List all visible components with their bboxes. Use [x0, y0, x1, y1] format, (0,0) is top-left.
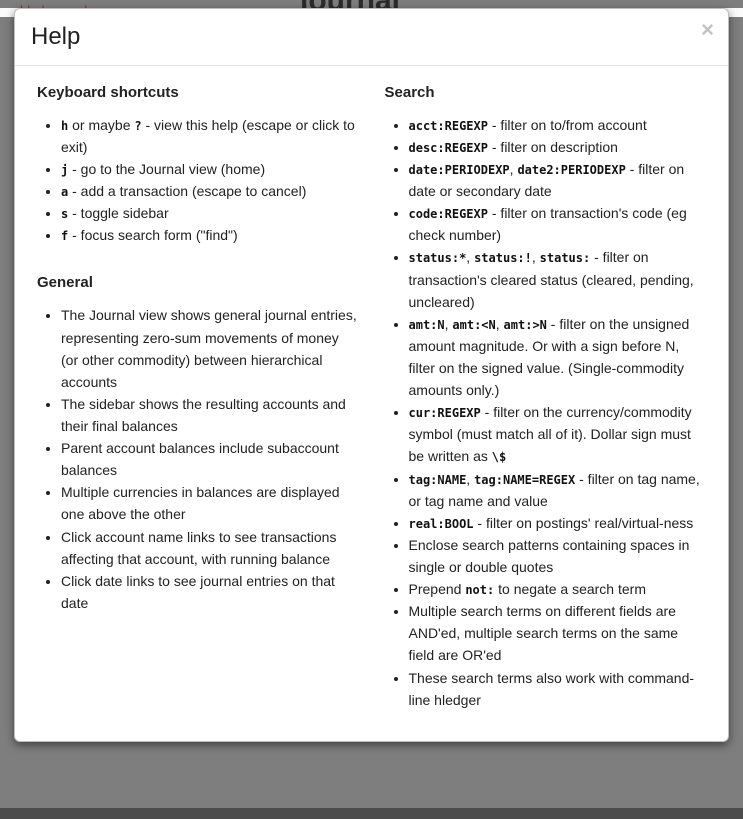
list-item — [61, 224, 359, 246]
code-term: a — [61, 185, 69, 200]
code-term: amt:N — [408, 317, 445, 332]
text-segment: Click date links to see journal entries on that date — [61, 572, 335, 611]
code-term: status:! — [474, 251, 532, 266]
text-segment: - filter on tag name, or tag name and value — [408, 470, 700, 509]
list-item — [61, 114, 359, 158]
list-item — [409, 313, 707, 401]
list-item — [409, 667, 707, 711]
modal-title: Help — [31, 23, 81, 50]
code-term: amt:>N — [503, 317, 547, 332]
code-term: status:* — [408, 251, 467, 266]
modal-body — [15, 66, 728, 741]
text-segment: - filter on transaction's cleared status (cleared, pending, uncleared) — [408, 249, 694, 310]
help-list — [37, 304, 359, 614]
text-segment: Multiple search terms on different fields are AND'ed, multiple search terms on the same field are OR'ed — [408, 603, 679, 664]
help-list — [385, 114, 707, 711]
list-item — [61, 526, 359, 570]
background-bottom-strip — [0, 808, 743, 819]
code-term: f — [61, 229, 69, 244]
section-heading: Keyboard shortcuts — [37, 83, 179, 101]
list-item — [409, 401, 707, 467]
code-term: status: — [539, 251, 591, 266]
text-segment: - filter on the currency/commodity symbol (must match all of it). Dollar sign must be written as — [408, 404, 692, 465]
text-segment: - view this help (escape or click to exit) — [61, 116, 355, 155]
code-term: date2:PERIODEXP — [517, 163, 626, 178]
close-icon[interactable]: × — [701, 17, 714, 42]
list-item — [61, 304, 359, 392]
list-item — [409, 114, 707, 136]
code-term: amt:<N — [452, 317, 496, 332]
text-segment: - focus search form ("find") — [68, 227, 238, 244]
code-term: j — [61, 163, 69, 178]
list-item — [61, 158, 359, 180]
code-term: real:BOOL — [408, 516, 474, 531]
text-segment: to negate a search term — [494, 581, 646, 598]
code-term: acct:REGEXP — [408, 118, 488, 133]
code-term: h — [61, 118, 69, 133]
code-term: date:PERIODEXP — [408, 163, 510, 178]
code-term: cur:REGEXP — [408, 406, 481, 421]
list-item — [409, 136, 707, 158]
code-term: tag:NAME=REGEX — [474, 472, 576, 487]
list-item — [409, 534, 707, 578]
list-item — [409, 468, 707, 512]
text-segment: Multiple currencies in balances are displayed one above the other — [61, 484, 340, 523]
text-segment: , — [444, 315, 453, 332]
text-segment: Parent account balances include subaccount balances — [61, 440, 339, 479]
text-segment: - filter on transaction's code (eg check number) — [408, 205, 687, 244]
right-column — [385, 84, 707, 717]
list-item — [61, 481, 359, 525]
list-item — [61, 202, 359, 224]
code-term: \$ — [491, 450, 507, 465]
text-segment: - filter on postings' real/virtual-ness — [473, 514, 694, 531]
list-item — [409, 600, 707, 666]
text-segment: - toggle sidebar — [68, 205, 169, 222]
code-term: not: — [465, 583, 495, 598]
list-item — [61, 393, 359, 437]
list-item — [409, 578, 707, 600]
help-list — [37, 114, 359, 247]
code-term: ? — [134, 118, 142, 133]
left-column — [37, 84, 359, 717]
text-segment: , — [495, 315, 504, 332]
list-item — [61, 570, 359, 614]
text-segment: , — [466, 249, 475, 266]
list-item — [409, 246, 707, 312]
code-term: tag:NAME — [408, 472, 467, 487]
text-segment: - filter on description — [487, 138, 618, 155]
code-term: desc:REGEXP — [408, 140, 488, 155]
text-segment: The Journal view shows general journal entries, representing zero-sum movements of money (or other commodity) between hierarchical accounts — [61, 307, 357, 390]
list-item — [409, 512, 707, 534]
list-item — [409, 202, 707, 246]
section-heading: Search — [384, 83, 435, 101]
text-segment: , — [531, 249, 540, 266]
help-modal — [14, 8, 729, 742]
text-segment: - filter on date or secondary date — [408, 161, 685, 200]
list-item — [409, 158, 707, 202]
list-item — [61, 437, 359, 481]
section-heading: General — [37, 274, 93, 292]
text-segment: Enclose search patterns containing spaces in single or double quotes — [408, 536, 690, 575]
text-segment: - filter on to/from account — [487, 116, 647, 133]
text-segment: , — [466, 470, 475, 487]
text-segment: Click account name links to see transactions affecting that account, with running balance — [61, 528, 337, 567]
text-segment: The sidebar shows the resulting accounts and their final balances — [61, 395, 346, 434]
text-segment: - go to the Journal view (home) — [68, 161, 266, 178]
text-segment: or maybe — [68, 116, 135, 133]
list-item — [61, 180, 359, 202]
code-term: code:REGEXP — [408, 207, 488, 222]
text-segment: These search terms also work with command-line hledger — [408, 669, 695, 708]
code-term: s — [61, 207, 69, 222]
text-segment: - filter on the unsigned amount magnitude. Or with a sign before N, filter on the signed value. (Single-commodity amounts only.) — [408, 315, 690, 399]
modal-header — [15, 9, 728, 66]
text-segment: , — [509, 161, 518, 178]
text-segment: Prepend — [408, 581, 466, 598]
text-segment: - add a transaction (escape to cancel) — [68, 183, 307, 200]
